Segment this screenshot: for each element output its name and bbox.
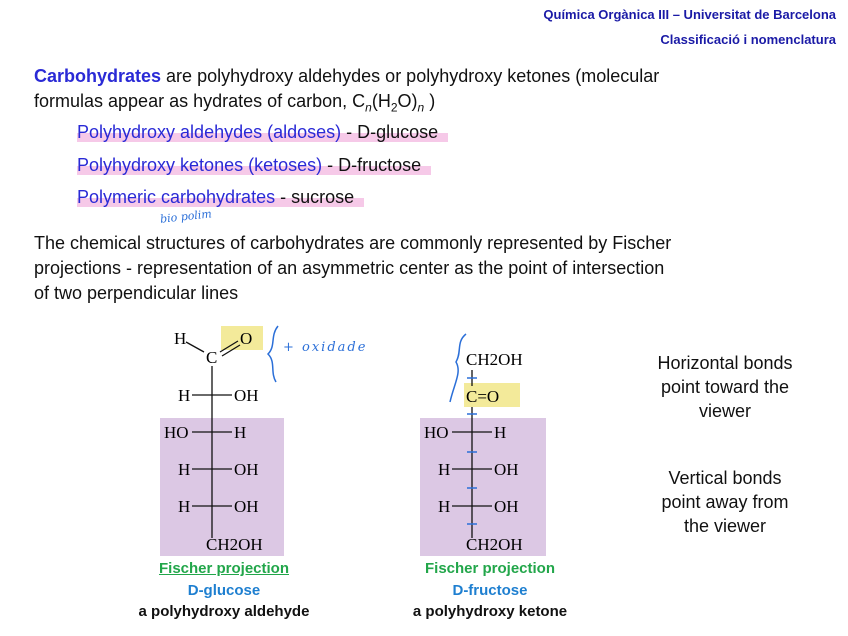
fructose-h3: H — [494, 423, 507, 442]
fructose-fischer-diagram — [410, 322, 550, 562]
formula-end: ) — [424, 91, 436, 111]
item-polymeric — [77, 187, 364, 208]
handwritten-biopolymer: bio polim — [159, 207, 213, 226]
item-label: Polyhydroxy ketones (ketoses) — [77, 155, 323, 175]
formula-sub-2: 2 — [390, 100, 398, 115]
fischer-line-2: projections - representation of an asymmetric center as the point of intersection — [34, 258, 665, 278]
intro-line-1 — [34, 64, 659, 89]
glucose-ch2oh: CH2OH — [206, 535, 263, 554]
fructose-caption-name: D-fructose — [452, 582, 528, 599]
note-horizontal-bonds: Horizontal bonds point toward the viewer — [657, 353, 793, 421]
glucose-c1: C — [206, 348, 218, 367]
item-example: D-glucose — [357, 122, 439, 142]
intro-line-2 — [34, 89, 435, 121]
item-sep: - — [275, 187, 292, 207]
item-sep: - — [341, 122, 358, 142]
fructose-ho3: HO — [424, 423, 449, 442]
glucose-fischer-diagram — [150, 322, 400, 562]
formula-paren-close: O) — [397, 91, 418, 111]
glucose-oh4: OH — [234, 460, 259, 479]
formula-sub-n: n — [365, 100, 372, 115]
fructose-ch2oh-top: CH2OH — [466, 350, 523, 369]
glucose-oh2: OH — [234, 386, 259, 405]
item-example: sucrose — [291, 187, 355, 207]
fructose-ch2oh: CH2OH — [466, 535, 523, 554]
fructose-caption-class: a polyhydroxy ketone — [412, 603, 568, 620]
header-topic: Classificació i nomenclatura — [660, 32, 836, 47]
item-aldoses — [77, 122, 448, 143]
glucose-oh5: OH — [234, 497, 259, 516]
glucose-h3: H — [234, 423, 247, 442]
glucose-caption-fischer: Fischer projection — [158, 560, 290, 577]
fischer-line-1: The chemical structures of carbohydrates are commonly represented by Fischer — [34, 233, 672, 253]
glucose-h4: H — [178, 460, 191, 479]
item-ketoses — [77, 155, 431, 176]
carbohydrates-term: Carbohydrates — [34, 66, 162, 86]
fischer-line-3: of two perpendicular lines — [34, 283, 239, 303]
intro-text: are polyhydroxy aldehydes or polyhydroxy ketones (molecular — [161, 66, 660, 86]
glucose-h-top: H — [174, 329, 187, 348]
glucose-caption-class: a polyhydroxy aldehyde — [138, 603, 310, 620]
item-label: Polyhydroxy aldehydes (aldoses) — [77, 122, 342, 142]
formula-paren-open: (H — [371, 91, 391, 111]
item-label: Polymeric carbohydrates — [77, 187, 276, 207]
formula-sub-n2: n — [417, 100, 425, 115]
glucose-h5: H — [178, 497, 191, 516]
intro-formula-prefix: formulas appear as hydrates of carbon, C — [34, 91, 366, 111]
fructose-carbonyl: C=O — [466, 387, 500, 406]
glucose-ho3: HO — [164, 423, 189, 442]
note-vertical-bonds: Vertical bonds point away from the viewer — [661, 468, 789, 536]
fructose-h5: H — [438, 497, 451, 516]
glucose-caption-name: D-glucose — [187, 582, 261, 599]
fructose-caption-fischer: Fischer projection — [424, 560, 556, 577]
handwritten-oxidade: + oxidade — [283, 340, 368, 355]
item-sep: - — [322, 155, 339, 175]
item-example: D-fructose — [338, 155, 422, 175]
glucose-h2: H — [178, 386, 191, 405]
header-course: Química Orgànica III – Universitat de Barcelona — [543, 7, 836, 22]
fructose-oh5: OH — [494, 497, 519, 516]
fructose-oh4: OH — [494, 460, 519, 479]
fructose-h4: H — [438, 460, 451, 479]
glucose-o1: O — [240, 329, 253, 348]
